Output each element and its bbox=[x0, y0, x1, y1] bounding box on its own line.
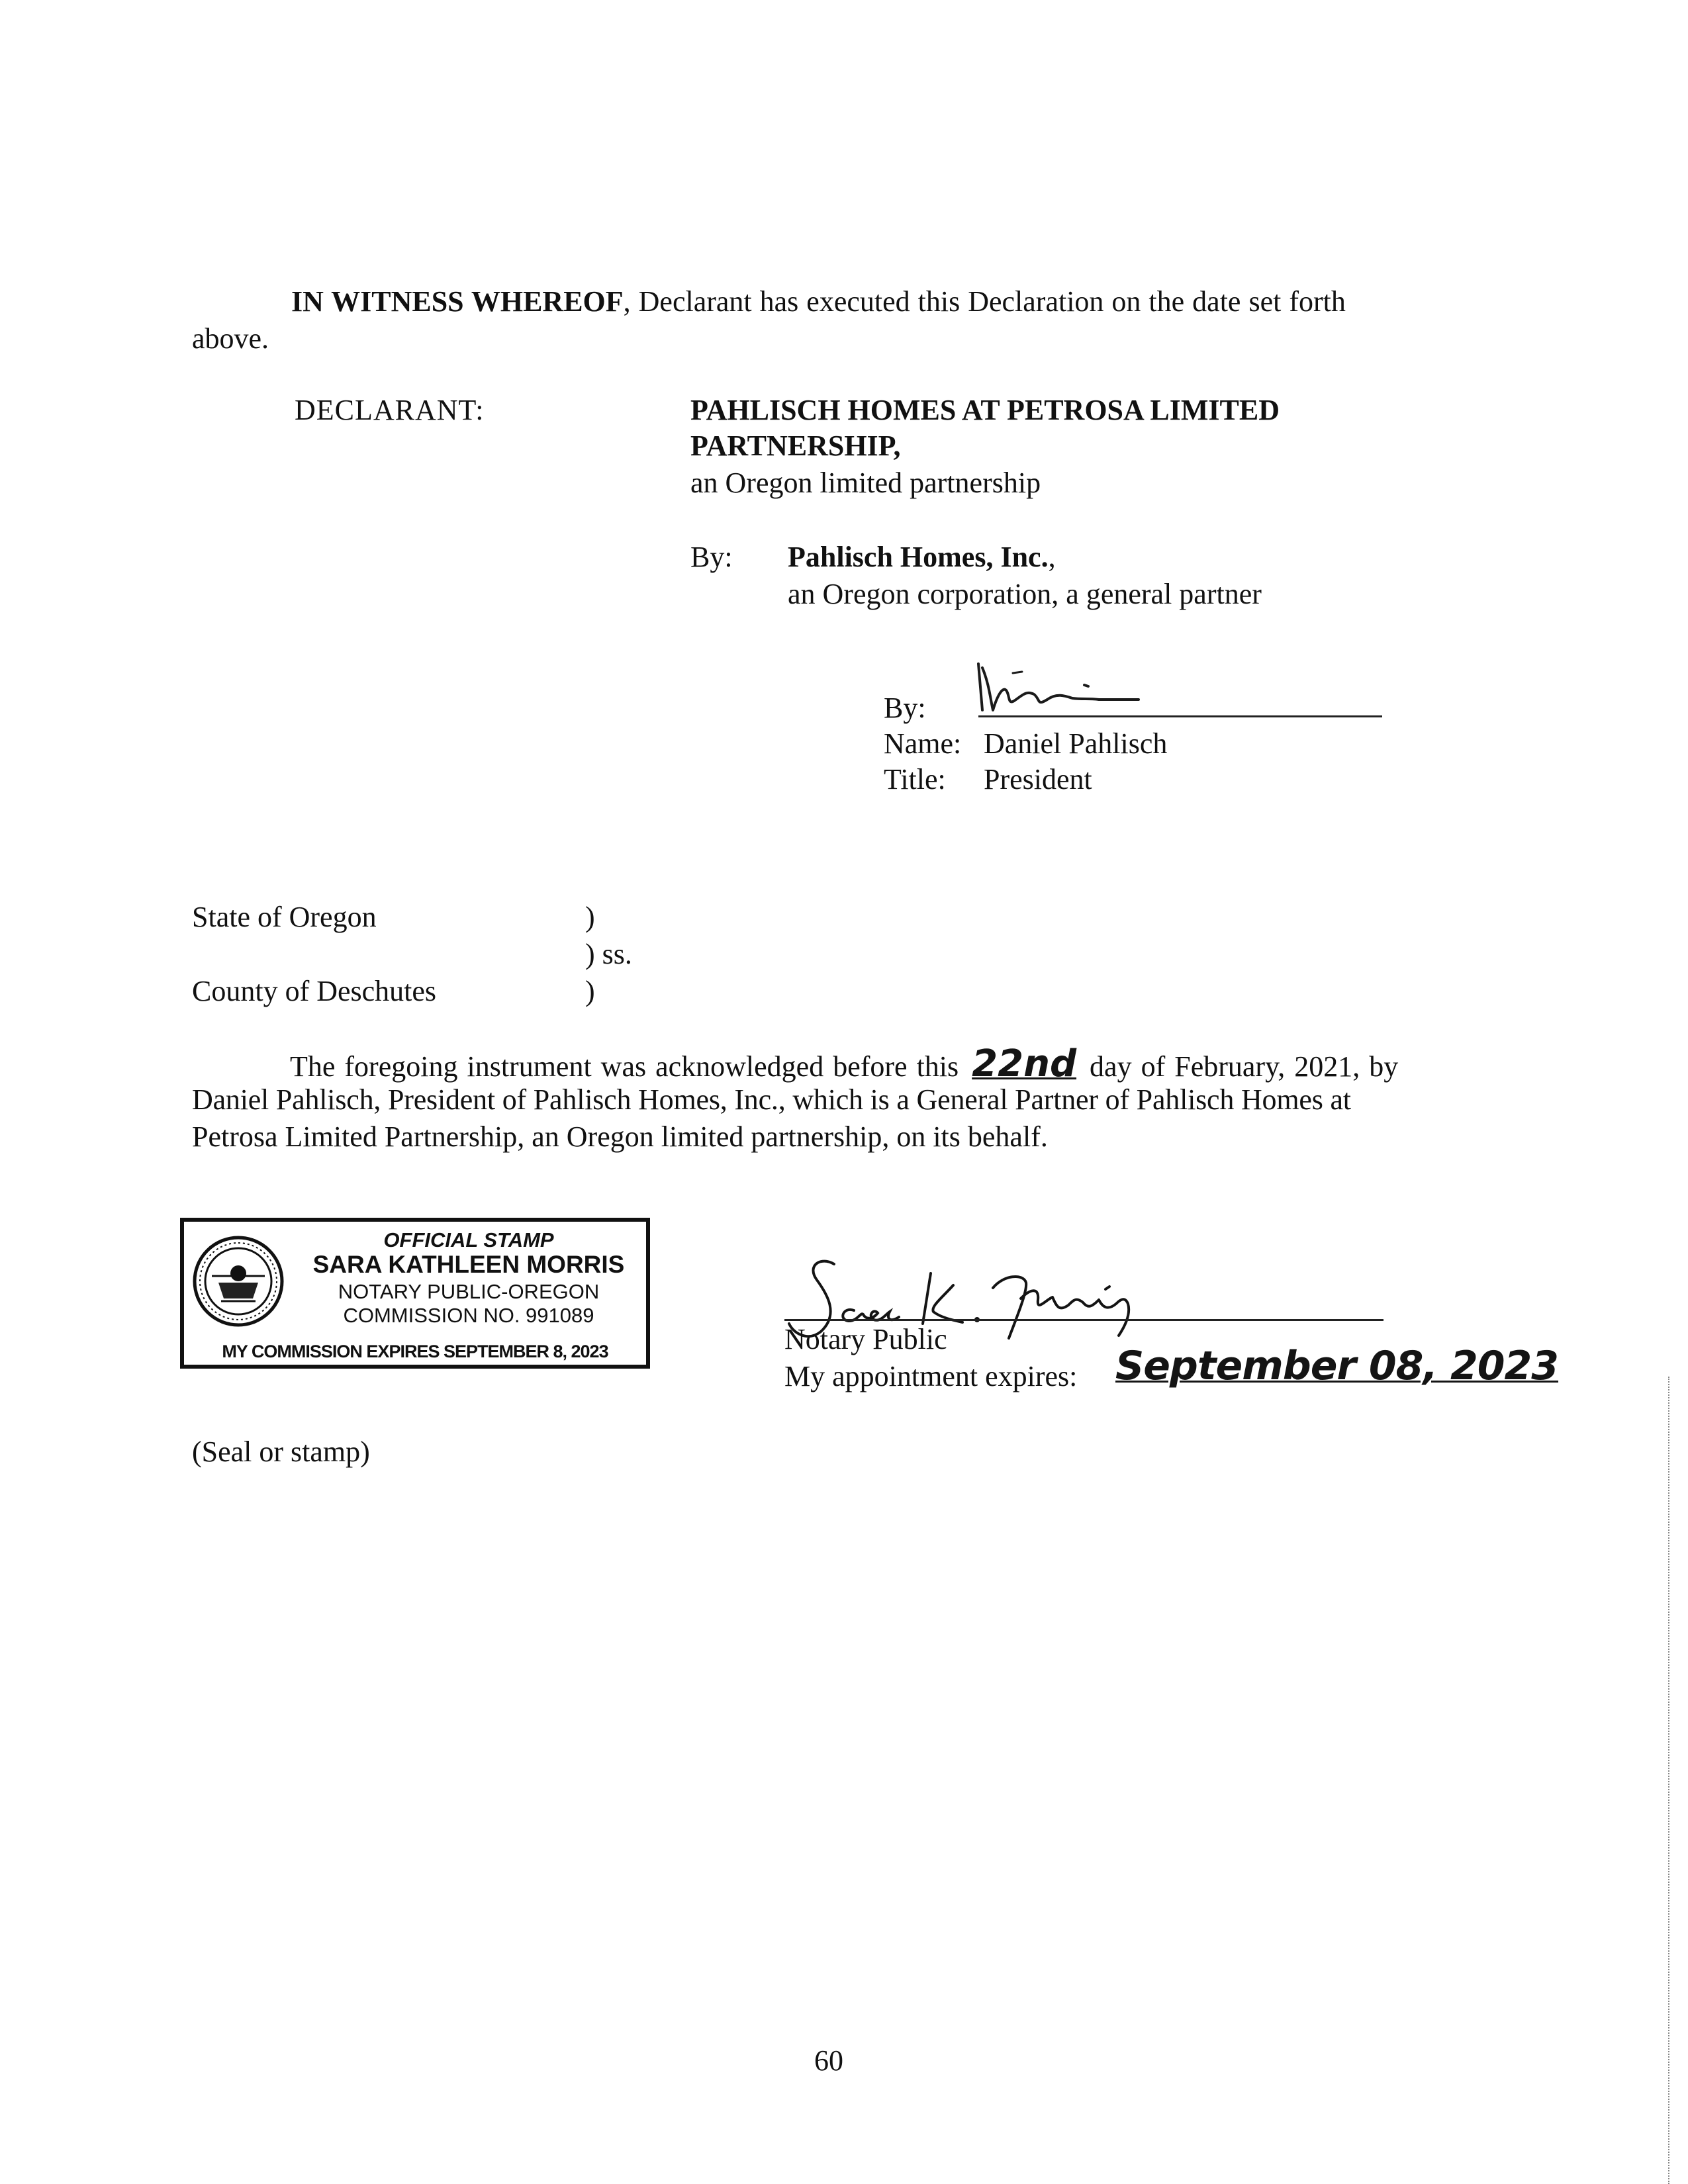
stamp-commission-number: COMMISSION NO. 991089 bbox=[343, 1304, 594, 1327]
stamp-notary-name: SARA KATHLEEN MORRIS bbox=[312, 1251, 625, 1278]
title-value: President bbox=[984, 763, 1092, 796]
appointment-expires-label: My appointment expires: bbox=[784, 1360, 1078, 1392]
scan-edge-artifact bbox=[1668, 1377, 1669, 2184]
signature-daniel-pahlisch bbox=[973, 659, 1198, 718]
declarant-label: DECLARANT: bbox=[295, 394, 485, 426]
official-stamp bbox=[180, 1218, 650, 1369]
oregon-state-seal bbox=[192, 1235, 285, 1328]
by-label: By: bbox=[690, 541, 733, 573]
venue-state: State of Oregon bbox=[192, 901, 377, 933]
stamp-commission-expires: MY COMMISSION EXPIRES SEPTEMBER 8, 2023 bbox=[222, 1342, 608, 1361]
ack-line2: Daniel Pahlisch, President of Pahlisch Homes, Inc., which is a General Partner of Pahlisch Homes at bbox=[192, 1083, 1351, 1116]
name-label: Name: bbox=[884, 727, 962, 760]
stamp-title: OFFICIAL STAMP bbox=[383, 1228, 554, 1251]
witness-text: , Declarant has executed this Declaration on the date set forth bbox=[623, 285, 1346, 318]
notary-public-label: Notary Public bbox=[784, 1323, 947, 1355]
partner-description: an Oregon corporation, a general partner bbox=[788, 578, 1262, 610]
ack-line3: Petrosa Limited Partnership, an Oregon limited partnership, on its behalf. bbox=[192, 1120, 1048, 1153]
title-label: Title: bbox=[884, 763, 946, 796]
seal-or-stamp-note: (Seal or stamp) bbox=[192, 1435, 370, 1468]
venue-county: County of Deschutes bbox=[192, 975, 437, 1007]
entity-description: an Oregon limited partnership bbox=[690, 467, 1041, 499]
partner-name-line bbox=[788, 539, 1056, 576]
venue-ss: ) ss. bbox=[585, 938, 632, 970]
entity-name-line1: PAHLISCH HOMES AT PETROSA LIMITED bbox=[690, 394, 1280, 426]
signature-line bbox=[978, 715, 1382, 717]
appointment-expires-date: September 08, 2023 bbox=[1115, 1343, 1559, 1389]
witness-lead: IN WITNESS WHEREOF bbox=[291, 285, 624, 318]
venue-paren-bottom: ) bbox=[585, 975, 595, 1007]
name-value: Daniel Pahlisch bbox=[984, 727, 1168, 760]
ack-line1 bbox=[290, 1042, 1399, 1085]
ack-day-handwritten: 22nd bbox=[972, 1042, 1077, 1085]
signature-by-label: By: bbox=[884, 692, 926, 724]
page-number: 60 bbox=[814, 2044, 843, 2077]
entity-name-line2: PARTNERSHIP, bbox=[690, 430, 901, 462]
witness-continuation: above. bbox=[192, 322, 269, 355]
witness-clause bbox=[291, 283, 1346, 320]
stamp-notary-public: NOTARY PUBLIC-OREGON bbox=[338, 1280, 600, 1303]
venue-paren-top: ) bbox=[585, 901, 595, 933]
ack-line1-after: day of February, 2021, by bbox=[1090, 1050, 1399, 1083]
partner-name: Pahlisch Homes, Inc. bbox=[788, 541, 1049, 573]
partner-comma: , bbox=[1048, 541, 1056, 573]
ack-line1-before: The foregoing instrument was acknowledged before this bbox=[290, 1050, 959, 1083]
